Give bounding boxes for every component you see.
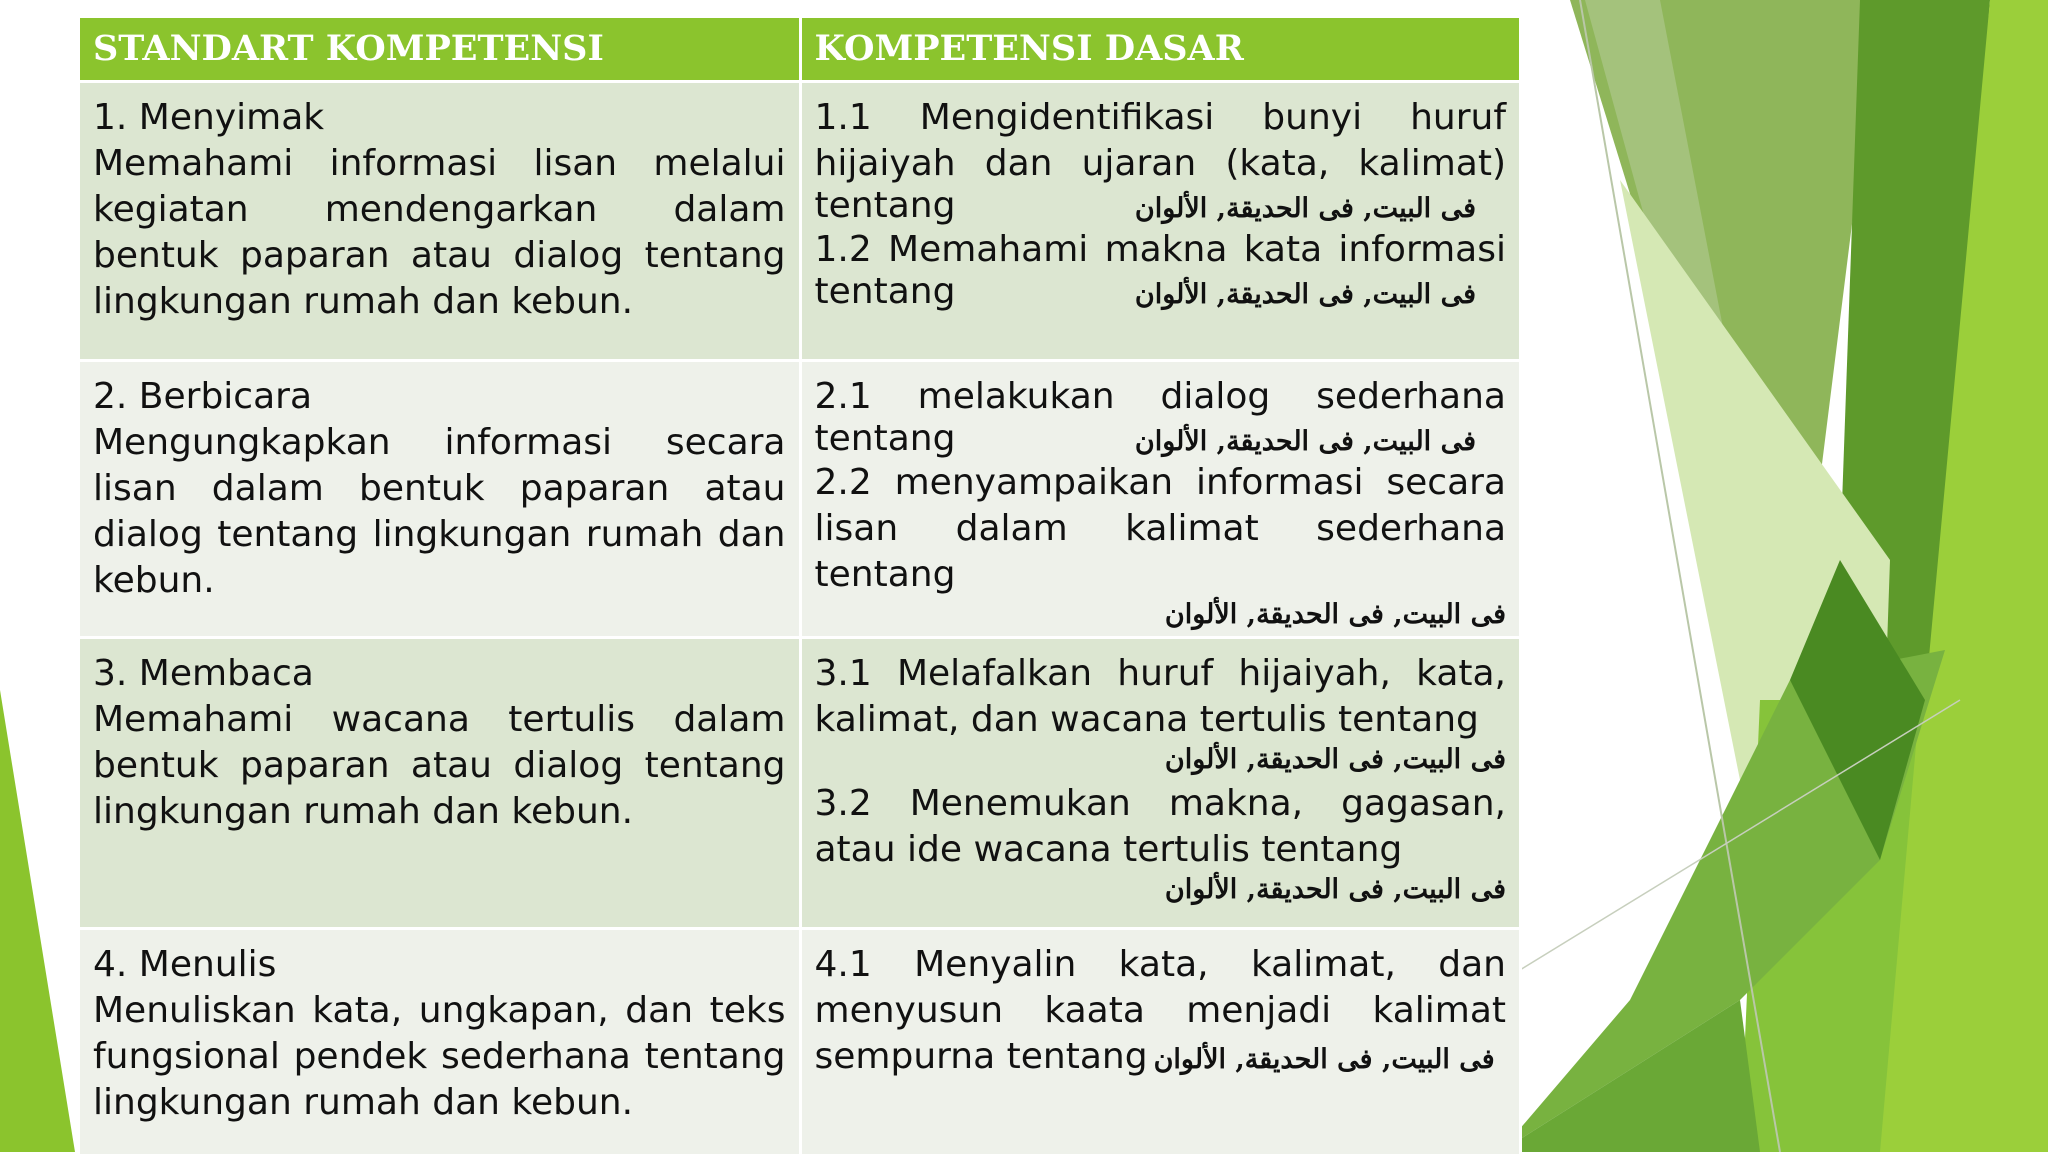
standart-kompetensi-cell xyxy=(79,361,801,638)
kd-item xyxy=(815,460,1507,632)
standart-kompetensi-cell xyxy=(79,82,801,361)
sk-description: Mengungkapkan informasi secara lisan dalam bentuk paparan atau dialog tentang lingkungan rumah dan kebun. xyxy=(93,422,786,601)
kd-arabic-topics: فى البيت, فى الحديقة, الألوان xyxy=(1164,744,1506,775)
kd-text: 2.1 melakukan dialog sederhana xyxy=(814,376,1506,417)
sk-title: 1. Menyimak xyxy=(93,97,325,138)
kd-item xyxy=(815,781,1507,907)
left-accent-shape xyxy=(0,690,75,1152)
kd-text: 4.1 Menyalin kata, kalimat, dan menyusun kaata menjadi kalimat xyxy=(814,944,1506,1031)
kd-text: 3.1 Melafalkan huruf hijaiyah, kata, kalimat, dan wacana tertulis tentang xyxy=(814,653,1506,740)
kd-arabic-topics: فى البيت, فى الحديقة, الألوان xyxy=(1134,193,1476,224)
table-row xyxy=(79,361,1521,638)
header-kompetensi-dasar: KOMPETENSI DASAR xyxy=(800,17,1521,82)
kd-text: 3.2 Menemukan makna, gagasan, atau ide wacana tertulis tentang xyxy=(814,783,1506,870)
kd-text: 1.2 Memahami makna kata informasi xyxy=(814,229,1506,270)
sk-description: Menuliskan kata, ungkapan, dan teks fungsional pendek sederhana tentang lingkungan rumah dan kebun. xyxy=(93,990,786,1123)
kd-arabic-topics: فى البيت, فى الحديقة, الألوان xyxy=(1134,279,1476,310)
sk-title: 2. Berbicara xyxy=(93,376,313,417)
competency-table xyxy=(77,15,1522,1157)
kd-text: 2.2 menyampaikan informasi secara lisan dalam kalimat sederhana tentang xyxy=(814,462,1506,595)
kd-arabic-topics: فى البيت, فى الحديقة, الألوان xyxy=(1134,426,1476,457)
kd-arabic-topics: فى البيت, فى الحديقة, الألوان xyxy=(1164,599,1506,630)
kompetensi-dasar-cell xyxy=(800,82,1521,361)
table-row xyxy=(79,82,1521,361)
kd-tail: tentang xyxy=(814,185,956,226)
kompetensi-dasar-cell xyxy=(800,361,1521,638)
kd-item xyxy=(814,95,1507,226)
kd-tail: tentang xyxy=(814,418,956,459)
kd-arabic-topics: فى البيت, فى الحديقة, الألوان xyxy=(1153,1044,1495,1075)
kd-item xyxy=(814,374,1507,459)
sk-description: Memahami wacana tertulis dalam bentuk paparan atau dialog tentang lingkungan rumah dan kebun. xyxy=(93,699,786,832)
kd-text: 1.1 Mengidentifikasi bunyi huruf hijaiyah dan ujaran (kata, kalimat) xyxy=(814,97,1506,184)
kd-item xyxy=(815,942,1507,1083)
kompetensi-dasar-cell xyxy=(800,929,1521,1156)
standart-kompetensi-cell xyxy=(79,638,801,929)
kd-arabic-topics: فى البيت, فى الحديقة, الألوان xyxy=(1164,874,1506,905)
kd-tail: tentang xyxy=(814,271,956,312)
table-row xyxy=(79,638,1521,929)
standart-kompetensi-cell xyxy=(79,929,801,1156)
table-row xyxy=(79,929,1521,1156)
kd-tail: sempurna tentang xyxy=(814,1036,1148,1077)
kd-item xyxy=(814,227,1507,312)
sk-title: 4. Menulis xyxy=(93,944,277,985)
sk-title: 3. Membaca xyxy=(93,653,314,694)
kd-item xyxy=(815,651,1507,777)
table-header-row xyxy=(79,17,1521,82)
kompetensi-dasar-cell xyxy=(800,638,1521,929)
header-standart-kompetensi: STANDART KOMPETENSI xyxy=(79,17,801,82)
sk-description: Memahami informasi lisan melalui kegiatan mendengarkan dalam bentuk paparan atau dialog tentang lingkungan rumah dan kebun. xyxy=(93,143,786,322)
